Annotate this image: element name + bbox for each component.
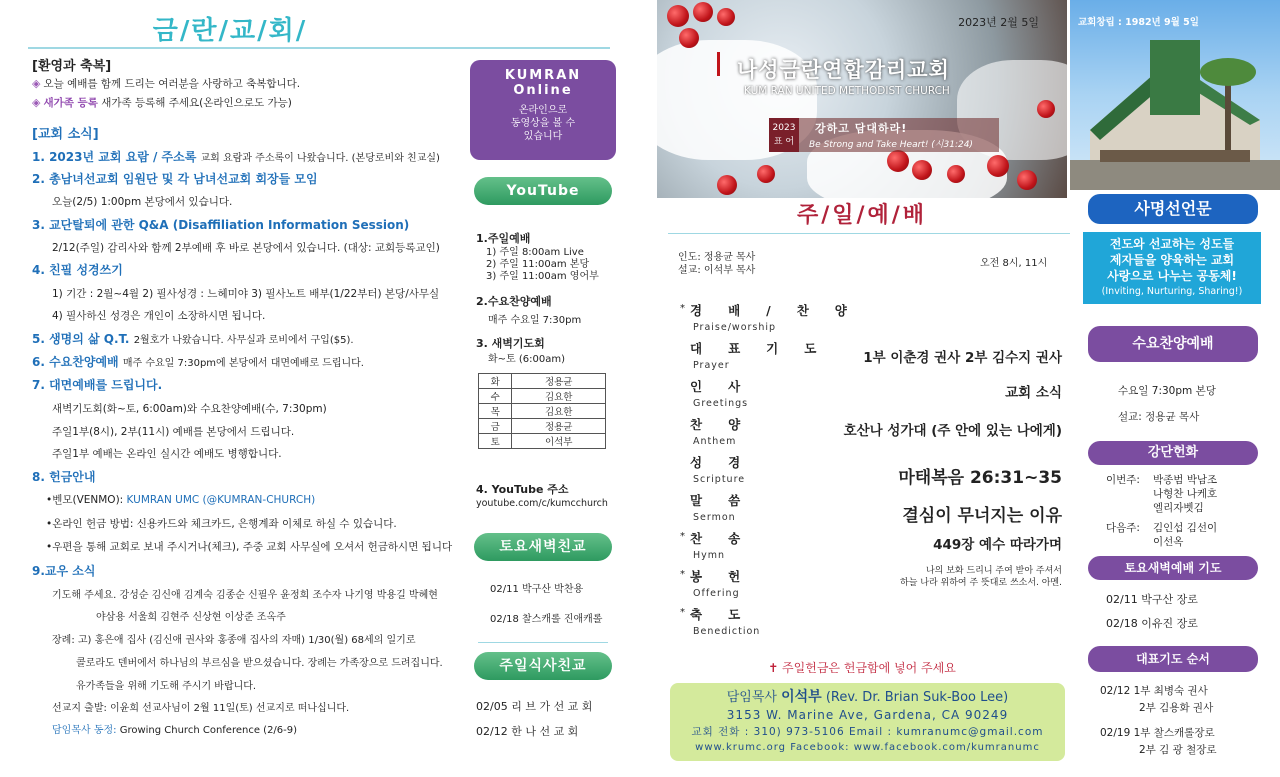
berry bbox=[887, 150, 909, 172]
altar-this-week-label: 이번주: bbox=[1106, 474, 1140, 486]
mission-line-3: 사랑으로 나누는 공동체! bbox=[1107, 269, 1237, 283]
schedule-name: 정용균 bbox=[512, 374, 606, 389]
worship-leader: 인도: 정용균 목사 bbox=[678, 252, 756, 263]
funeral-line-1: 장례: 고) 홍은애 집사 (김신애 권사와 홍종애 집사의 자매) 1/30(월) 68세의 일기로 bbox=[52, 635, 416, 646]
motto-korean: 강하고 담대하라! bbox=[815, 122, 908, 135]
worship-order-label: 찬양 bbox=[690, 417, 767, 432]
church-title: 금/란/교/회/ bbox=[152, 16, 308, 46]
offering-note: ✝ 주일헌금은 헌금함에 넣어 주세요 bbox=[768, 661, 956, 675]
news-item-7-detail-3: 주일1부 예배는 온라인 실시간 예배도 병행합니다. bbox=[52, 448, 282, 460]
motto-year: 2023 표 어 bbox=[769, 118, 799, 152]
dawn-prayer-schedule bbox=[478, 373, 606, 449]
offering-prayer: 나의 보화 드리니 주여 받아 주셔서 하늘 나라 위하여 주 뜻대로 쓰소서. 아멘. bbox=[900, 566, 1062, 588]
church-address: 3153 W. Marine Ave, Gardena, CA 90249 bbox=[726, 708, 1009, 722]
worship-star-marker: * bbox=[680, 607, 685, 618]
worship-order-label: 봉헌 bbox=[690, 569, 767, 584]
berry bbox=[693, 2, 713, 22]
news-item-5: 5. 생명의 삶 Q.T. 2월호가 나왔습니다. 사무실과 로비에서 구입($5). bbox=[32, 332, 354, 346]
schedule-day: 화 bbox=[479, 374, 512, 389]
sunday-worship-3: 3) 주일 11:00am 영어부 bbox=[486, 271, 599, 282]
schedule-day: 금 bbox=[479, 419, 512, 434]
schedule-name: 김요한 bbox=[512, 389, 606, 404]
saturday-fellowship-2: 02/18 찰스캐롤 진애캐롤 bbox=[490, 614, 603, 625]
saturday-prayer-pill: 토요새벽예배 기도 bbox=[1088, 556, 1258, 580]
news-item-9: 9.교우 소식 bbox=[32, 564, 96, 578]
founded-date: 교회창립 : 1982년 9월 5일 bbox=[1078, 17, 1199, 28]
motto-box bbox=[769, 118, 999, 152]
table-row bbox=[479, 404, 606, 419]
berry bbox=[1037, 100, 1055, 118]
mission-statement-pill: 사명선언문 bbox=[1088, 194, 1258, 224]
welcome-line-2: ◈ 새가족 등록 새가족 등록해 주세요(온라인으로도 가능) bbox=[32, 96, 292, 109]
worship-time: 오전 8시, 11시 bbox=[980, 258, 1048, 269]
mission-line-4: (Inviting, Nurturing, Sharing!) bbox=[1101, 286, 1243, 297]
news-item-7-detail-2: 주일1부(8시), 2부(11시) 예배를 본당에서 드립니다. bbox=[52, 426, 295, 438]
worship-order-english: Scripture bbox=[693, 474, 746, 485]
mail-offering-line: •우편을 통해 교회로 보내 주시거나(체크), 주중 교회 사무실에 오셔서 헌금하시면 됩니다 bbox=[46, 541, 453, 553]
church-name-english: KUM RAN UNITED METHODIST CHURCH bbox=[744, 85, 950, 97]
mission-statement bbox=[1083, 232, 1261, 304]
title-divider bbox=[28, 47, 610, 49]
cross-flame-logo-icon bbox=[717, 52, 731, 76]
news-item-4-detail-2: 4) 필사하신 성경은 개인이 소장하시면 됩니다. bbox=[52, 310, 266, 322]
church-name: 나성금란연합감리교회 bbox=[737, 58, 950, 82]
online-offering-line: •온라인 헌금 방법: 신용카드와 체크카드, 은행계좌 이체로 하실 수 있습니다. bbox=[46, 518, 397, 530]
berry bbox=[987, 155, 1009, 177]
venmo-line: •벤모(VENMO): KUMRAN UMC (@KUMRAN-CHURCH) bbox=[46, 494, 316, 506]
dawn-prayer-title: 3. 새벽기도회 bbox=[476, 337, 545, 350]
rep-prayer-2: 2부 김용화 권사 bbox=[1139, 702, 1214, 714]
worship-divider bbox=[668, 233, 1070, 234]
table-row bbox=[479, 374, 606, 389]
sunday-worship-2: 2) 주일 11:00am 본당 bbox=[486, 259, 590, 270]
welcome-line-1: ◈ 오늘 예배를 함께 드리는 여러분을 사랑하고 축복합니다. bbox=[32, 77, 301, 90]
worship-order-english: Greetings bbox=[693, 398, 749, 409]
news-item-7: 7. 대면예배를 드립니다. bbox=[32, 378, 163, 392]
schedule-day: 수 bbox=[479, 389, 512, 404]
news-item-4-detail-1: 1) 기간 : 2월~4월 2) 필사성경 : 느헤미야 3) 필사노트 배부(1/22부터) 본당/사무실 bbox=[52, 288, 440, 300]
worship-star-marker: * bbox=[680, 303, 685, 314]
wednesday-preacher: 설교: 정용균 목사 bbox=[1118, 411, 1200, 423]
news-header: [교회 소식] bbox=[32, 127, 99, 142]
berry bbox=[1017, 170, 1037, 190]
wednesday-worship-time: 매주 수요일 7:30pm bbox=[488, 315, 582, 326]
schedule-name: 정용균 bbox=[512, 419, 606, 434]
diamond-icon: ◈ bbox=[32, 77, 41, 90]
worship-preacher: 설교: 이석부 목사 bbox=[678, 265, 756, 276]
worship-order-value: 마태복음 26:31~35 bbox=[898, 468, 1062, 488]
sunday-meal-pill: 주일식사친교 bbox=[474, 652, 612, 680]
funeral-line-3: 유가족들을 위해 기도해 주시기 바랍니다. bbox=[76, 681, 257, 692]
worship-order-label: 성경 bbox=[690, 455, 767, 470]
announcements-column bbox=[0, 0, 460, 777]
berry bbox=[717, 8, 735, 26]
worship-order-english: Hymn bbox=[693, 550, 726, 561]
altar-this-week-3: 엘리자벳김 bbox=[1153, 502, 1204, 514]
rep-prayer-1: 02/12 1부 최병숙 권사 bbox=[1100, 685, 1208, 697]
worship-star-marker: * bbox=[680, 531, 685, 542]
news-item-1: 1. 2023년 교회 요람 / 주소록 교회 요람과 주소록이 나왔습니다. (본당로비와 친교실) bbox=[32, 150, 440, 164]
worship-order-label: 대표기도 bbox=[690, 341, 843, 356]
youtube-address-link[interactable]: youtube.com/c/kumcchurch bbox=[476, 498, 608, 509]
worship-order-label: 찬송 bbox=[690, 531, 767, 546]
news-item-7-detail-1: 새벽기도회(화~토, 6:00am)와 수요찬양예배(수, 7:30pm) bbox=[52, 403, 327, 415]
wednesday-worship-title: 2.수요찬양예배 bbox=[476, 295, 552, 308]
worship-order-english: Anthem bbox=[693, 436, 737, 447]
berry bbox=[679, 28, 699, 48]
mission-line-2: 제자들을 양육하는 교회 bbox=[1109, 253, 1235, 267]
worship-title: 주/일/예/배 bbox=[796, 203, 928, 228]
wednesday-time: 수요일 7:30pm 본당 bbox=[1118, 385, 1216, 397]
altar-this-week-1: 박종범 박남조 bbox=[1153, 474, 1218, 486]
sunday-meal-2: 02/12 한 나 선 교 회 bbox=[476, 725, 579, 738]
funeral-line-2: 콜로라도 덴버에서 하나님의 부르심을 받으셨습니다. 장례는 가족장으로 드려집니다. bbox=[76, 658, 443, 669]
church-web[interactable]: www.krumc.org Facebook: www.facebook.com/kumranumc bbox=[695, 742, 1040, 753]
prayer-list-2: 야삼용 서울희 김현주 신상현 이상준 조옥주 bbox=[96, 612, 286, 623]
youtube-pill[interactable]: YouTube bbox=[474, 177, 612, 205]
wednesday-worship-pill: 수요찬양예배 bbox=[1088, 326, 1258, 362]
news-item-3-detail: 2/12(주일) 감리사와 함께 2부예배 후 바로 본당에서 있습니다. (대상: 교회등록교인) bbox=[52, 242, 440, 254]
mission-departure-line: 선교지 출발: 이윤희 선교사님이 2월 11일(토) 선교지로 떠나십니다. bbox=[52, 703, 350, 714]
dawn-prayer-time: 화~토 (6:00am) bbox=[488, 354, 566, 365]
berry bbox=[717, 175, 737, 195]
worship-order-value: 1부 이춘경 권사 2부 김수지 권사 bbox=[863, 350, 1062, 366]
altar-next-week-2: 이선옥 bbox=[1153, 536, 1184, 548]
church-building-photo bbox=[1070, 0, 1280, 190]
church-contact-box bbox=[670, 683, 1065, 761]
news-item-2-detail: 오늘(2/5) 1:00pm 본당에서 있습니다. bbox=[52, 196, 233, 208]
online-title-2: Online bbox=[513, 83, 573, 98]
saturday-prayer-1: 02/11 박구산 장로 bbox=[1106, 593, 1198, 606]
bulletin-date: 2023년 2월 5일 bbox=[958, 16, 1039, 29]
news-item-2: 2. 총남녀선교회 임원단 및 각 남녀선교회 회장들 모임 bbox=[32, 172, 318, 186]
berry bbox=[667, 5, 689, 27]
welcome-header: [환영과 축복] bbox=[32, 59, 112, 74]
prayer-list-1: 기도해 주세요. 강성순 김신애 김계숙 김종순 신필우 윤정희 조수자 나기영 박용길 박혜현 bbox=[52, 590, 438, 601]
news-item-4: 4. 친필 성경쓰기 bbox=[32, 263, 123, 277]
diamond-icon: ◈ bbox=[32, 96, 41, 109]
worship-order-english: Prayer bbox=[693, 360, 730, 371]
schedule-day: 목 bbox=[479, 404, 512, 419]
schedule-name: 김요한 bbox=[512, 404, 606, 419]
worship-order-label: 인사 bbox=[690, 379, 767, 394]
sunday-worship-1: 1) 주일 8:00am Live bbox=[486, 247, 584, 258]
mission-line-1: 전도와 선교하는 성도들 bbox=[1109, 237, 1235, 251]
saturday-prayer-2: 02/18 이유진 장로 bbox=[1106, 617, 1198, 630]
youtube-address-title: 4. YouTube 주소 bbox=[476, 483, 569, 496]
sunday-worship-title: 1.주일예배 bbox=[476, 232, 531, 245]
rep-prayer-3: 02/19 1부 찰스캐롤장로 bbox=[1100, 727, 1215, 739]
representative-prayer-pill: 대표기도 순서 bbox=[1088, 646, 1258, 672]
hero-banner bbox=[657, 0, 1067, 198]
sunday-meal-1: 02/05 리 브 가 선 교 회 bbox=[476, 700, 593, 713]
online-title-1: KUMRAN bbox=[504, 68, 582, 83]
berry bbox=[757, 165, 775, 183]
worship-order-label: 축도 bbox=[690, 607, 767, 622]
berry bbox=[947, 165, 965, 183]
worship-order-label: 말씀 bbox=[690, 493, 767, 508]
kumran-online-box[interactable] bbox=[470, 60, 616, 160]
rep-prayer-4: 2부 김 광 철장로 bbox=[1139, 744, 1217, 756]
worship-order-value: 교회 소식 bbox=[1005, 385, 1062, 401]
online-desc-2: 동영상을 볼 수 bbox=[510, 118, 576, 129]
worship-order-english: Sermon bbox=[693, 512, 736, 523]
news-item-6: 6. 수요찬양예배 매주 수요일 7:30pm에 본당에서 대면예배로 드립니다. bbox=[32, 355, 364, 369]
schedule-name: 이석부 bbox=[512, 434, 606, 449]
altar-next-week-label: 다음주: bbox=[1106, 522, 1140, 534]
worship-order-value: 449장 예수 따라가며 bbox=[933, 537, 1062, 553]
table-row bbox=[479, 434, 606, 449]
worship-order-english: Benediction bbox=[693, 626, 761, 637]
pastor-news-line: 담임목사 동정: Growing Church Conference (2/6-9) bbox=[52, 725, 298, 736]
news-item-3: 3. 교단탈퇴에 관한 Q&A (Disaffiliation Information Session) bbox=[32, 218, 410, 232]
pastor-line: 담임목사 이석부 (Rev. Dr. Brian Suk-Boo Lee) bbox=[726, 689, 1009, 705]
church-phone-email[interactable]: 교회 전화 : 310) 973-5106 Email : kumranumc@gmail.com bbox=[691, 726, 1044, 738]
worship-star-marker: * bbox=[680, 569, 685, 580]
worship-order-label: 경배/찬양 bbox=[690, 303, 873, 318]
altar-flowers-pill: 강단헌화 bbox=[1088, 441, 1258, 465]
motto-english: Be Strong and Take Heart! (시31:24) bbox=[809, 140, 973, 150]
berry bbox=[912, 160, 932, 180]
schedule-day: 토 bbox=[479, 434, 512, 449]
news-item-8: 8. 헌금안내 bbox=[32, 470, 96, 484]
table-row bbox=[479, 389, 606, 404]
worship-order-english: Offering bbox=[693, 588, 740, 599]
saturday-fellowship-pill: 토요새벽친교 bbox=[474, 533, 612, 561]
table-row bbox=[479, 419, 606, 434]
worship-order-english: Praise/worship bbox=[693, 322, 777, 333]
online-desc-1: 온라인으로 bbox=[518, 105, 568, 116]
worship-order-value: 호산나 성가대 (주 안에 있는 나에게) bbox=[843, 423, 1062, 439]
church-building-illustration bbox=[1070, 0, 1280, 190]
worship-order-value: 결심이 무너지는 이유 bbox=[902, 506, 1062, 526]
divider bbox=[478, 642, 608, 643]
altar-next-week-1: 김인섭 김선이 bbox=[1153, 522, 1218, 534]
online-desc-3: 있습니다 bbox=[523, 131, 563, 142]
saturday-fellowship-1: 02/11 박구산 박찬용 bbox=[490, 584, 584, 595]
altar-this-week-2: 나형찬 나케호 bbox=[1153, 488, 1218, 500]
online-column bbox=[468, 55, 628, 775]
